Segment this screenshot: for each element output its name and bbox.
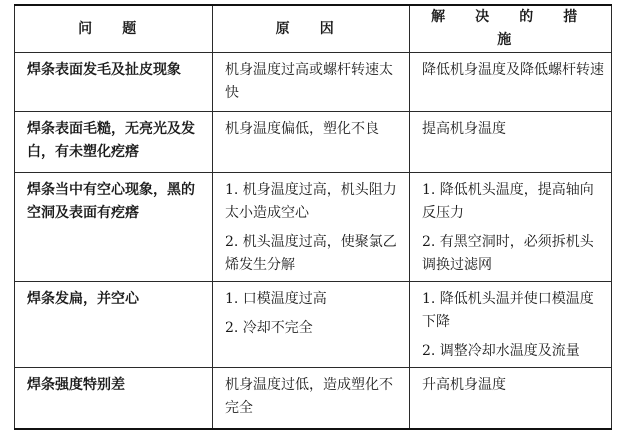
problem-cell: 焊条表面毛糙，无亮光及发白，有未塑化疙瘩: [15, 112, 213, 173]
problem-cell: 焊条表面发毛及扯皮现象: [15, 53, 213, 112]
solution-cell: [410, 282, 612, 368]
header-problem: 问 题: [15, 5, 213, 53]
cause-cell: [213, 112, 410, 173]
cause-item: 机身温度偏低，塑化不良: [225, 121, 379, 137]
cause-cell: [213, 53, 410, 112]
solution-item: 2. 调整冷却水温度及流量: [422, 343, 580, 359]
troubleshooting-table: [14, 4, 612, 430]
cause-item: 机身温度过低，造成塑化不完全: [225, 377, 393, 416]
solution-cell: [410, 53, 612, 112]
solution-cell: [410, 368, 612, 430]
table-row: [15, 53, 612, 112]
solution-item: 提高机身温度: [422, 121, 506, 137]
cause-cell: [213, 368, 410, 430]
table-row: [15, 368, 612, 430]
cause-item: 2. 机头温度过高，使聚氯乙烯发生分解: [225, 234, 397, 273]
solution-item: 1. 降低机头温度，提高轴向反压力: [422, 182, 594, 221]
solution-item: 1. 降低机头温并使口模温度下降: [422, 291, 594, 330]
header-solution: 解 决 的 措 施: [410, 5, 612, 53]
problem-cell: 焊条强度特别差: [15, 368, 213, 430]
table-row: [15, 173, 612, 282]
solution-item: 降低机身温度及降低螺杆转速: [422, 62, 604, 78]
solution-item: 升高机身温度: [422, 377, 506, 393]
table-row: [15, 112, 612, 173]
solution-item: 2. 有黑空洞时，必须拆机头调换过滤网: [422, 234, 594, 273]
cause-cell: [213, 282, 410, 368]
table-row: [15, 282, 612, 368]
table-header-row: [15, 5, 612, 53]
cause-item: 2. 冷却不完全: [225, 320, 313, 336]
problem-cell: 焊条当中有空心现象，黑的空洞及表面有疙瘩: [15, 173, 213, 282]
cause-item: 1. 机身温度过高，机头阻力太小造成空心: [225, 182, 397, 221]
solution-cell: [410, 173, 612, 282]
header-cause: 原 因: [213, 5, 410, 53]
cause-item: 机身温度过高或螺杆转速太快: [225, 62, 393, 101]
solution-cell: [410, 112, 612, 173]
cause-item: 1. 口模温度过高: [225, 291, 327, 307]
cause-cell: [213, 173, 410, 282]
problem-cell: 焊条发扁，并空心: [15, 282, 213, 368]
